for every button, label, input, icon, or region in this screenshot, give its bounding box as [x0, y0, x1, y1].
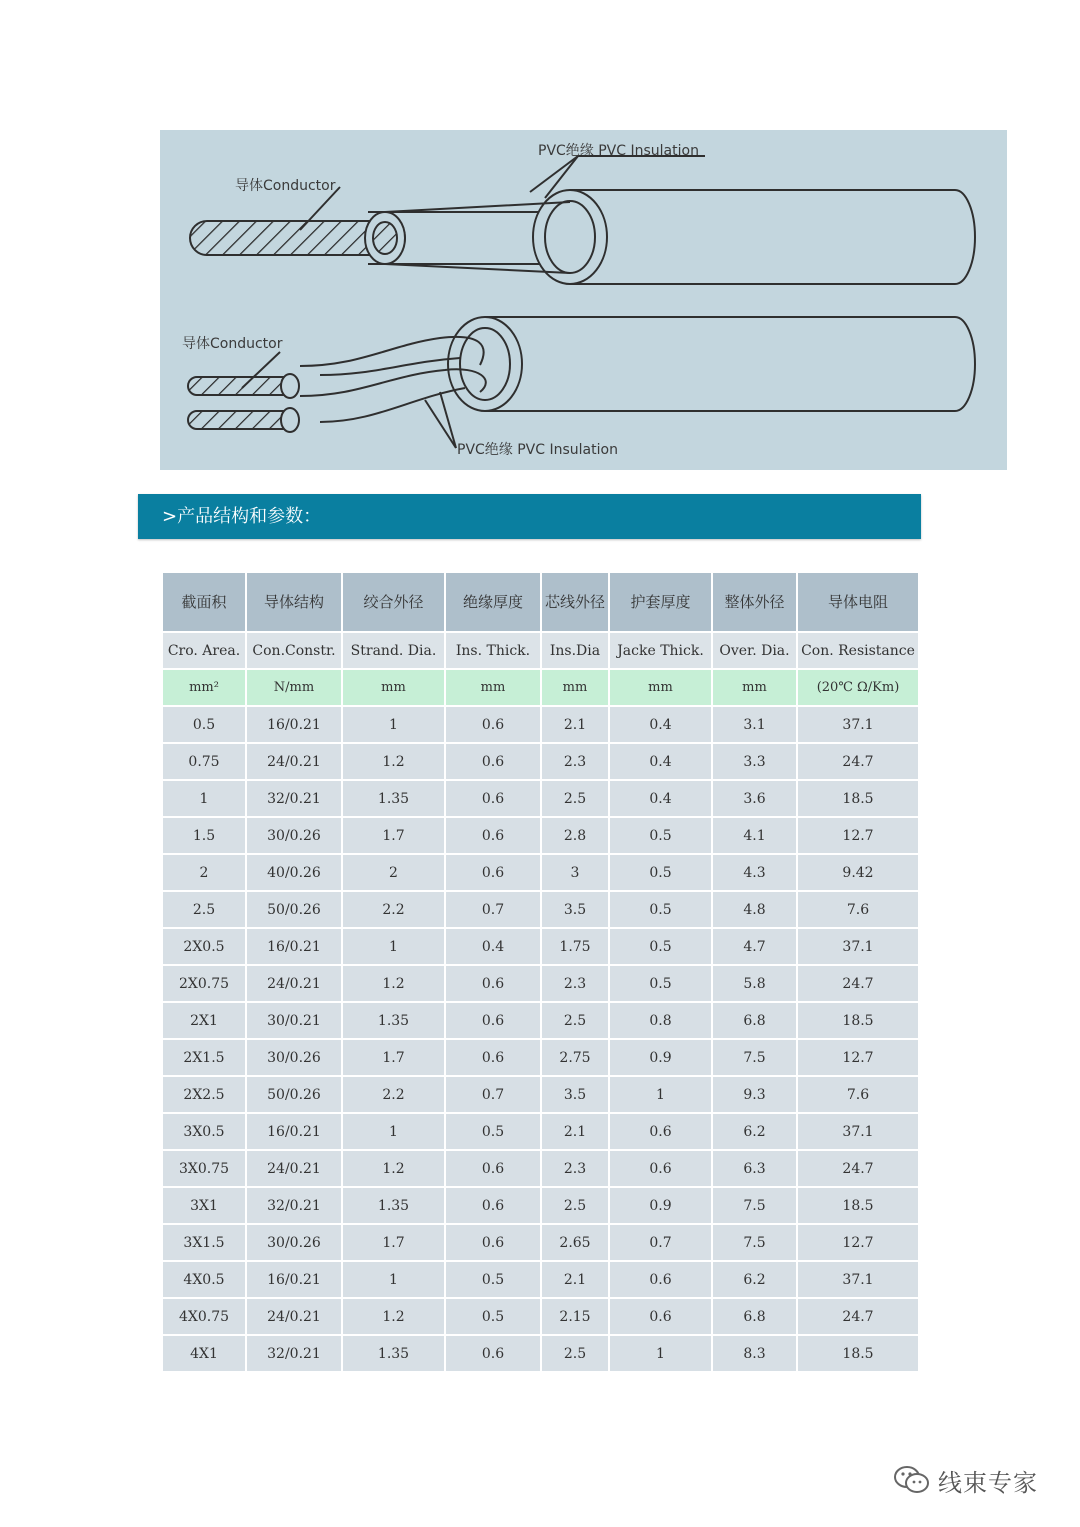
table-cell: 6.2 — [712, 1261, 797, 1298]
table-cell: 0.4 — [609, 743, 712, 780]
table-cell: 0.6 — [445, 1002, 541, 1039]
table-cell: 18.5 — [797, 1002, 919, 1039]
table-cell: 0.5 — [609, 891, 712, 928]
table-cell: 16/0.21 — [246, 1261, 342, 1298]
table-row — [162, 1261, 919, 1298]
table-row — [162, 1076, 919, 1113]
table-cell: 32/0.21 — [246, 1187, 342, 1224]
table-row — [162, 928, 919, 965]
table-cell: 2X0.75 — [162, 965, 246, 1002]
table-cell: 1 — [609, 1076, 712, 1113]
table-row — [162, 854, 919, 891]
table-cell: 1.75 — [541, 928, 609, 965]
table-cell: 1.2 — [342, 965, 445, 1002]
table-cell: 3.6 — [712, 780, 797, 817]
table-row — [162, 780, 919, 817]
table-cell: 4.1 — [712, 817, 797, 854]
table-body — [162, 706, 919, 1372]
table-cell: 2 — [342, 854, 445, 891]
unit-cell: mm — [445, 669, 541, 706]
table-cell: 2.3 — [541, 965, 609, 1002]
table-cell: 0.4 — [609, 706, 712, 743]
table-row — [162, 891, 919, 928]
table-cell: 2.8 — [541, 817, 609, 854]
table-cell: 4.3 — [712, 854, 797, 891]
table-cell: 1 — [342, 1113, 445, 1150]
table-cell: 6.8 — [712, 1002, 797, 1039]
table-cell: 40/0.26 — [246, 854, 342, 891]
table-cell: 2.5 — [541, 1002, 609, 1039]
table-cell: 2.65 — [541, 1224, 609, 1261]
conductor-label-top: 导体Conductor — [235, 178, 336, 194]
table-cell: 2.5 — [541, 780, 609, 817]
table-cell: 3.1 — [712, 706, 797, 743]
header-cell-en: Strand. Dia. — [342, 632, 445, 669]
header-cell-cn: 截面积 — [162, 572, 246, 632]
cable-structure-diagram — [160, 130, 1007, 470]
table-cell: 12.7 — [797, 817, 919, 854]
table-cell: 2.5 — [541, 1335, 609, 1372]
unit-cell: mm — [342, 669, 445, 706]
table-cell: 5.8 — [712, 965, 797, 1002]
table-cell: 0.6 — [445, 1224, 541, 1261]
table-cell: 1.7 — [342, 1039, 445, 1076]
unit-cell: mm² — [162, 669, 246, 706]
unit-cell: (20℃ Ω/Km) — [797, 669, 919, 706]
table-cell: 3.5 — [541, 1076, 609, 1113]
table-cell: 4X1 — [162, 1335, 246, 1372]
header-cell-en: Cro. Area. — [162, 632, 246, 669]
table-cell: 24/0.21 — [246, 965, 342, 1002]
table-cell: 24.7 — [797, 1298, 919, 1335]
header-row-units — [162, 669, 919, 706]
table-cell: 1.5 — [162, 817, 246, 854]
table-cell: 0.6 — [609, 1261, 712, 1298]
table-cell: 0.6 — [609, 1298, 712, 1335]
table-row — [162, 817, 919, 854]
table-cell: 2.2 — [342, 1076, 445, 1113]
table-cell: 12.7 — [797, 1039, 919, 1076]
table-cell: 2.1 — [541, 1261, 609, 1298]
header-cell-cn: 导体电阻 — [797, 572, 919, 632]
table-cell: 9.3 — [712, 1076, 797, 1113]
table-cell: 0.6 — [609, 1113, 712, 1150]
table-cell: 1.35 — [342, 780, 445, 817]
table-cell: 18.5 — [797, 1187, 919, 1224]
table-cell: 2.5 — [541, 1187, 609, 1224]
table-row — [162, 1335, 919, 1372]
table-cell: 0.6 — [445, 854, 541, 891]
table-cell: 32/0.21 — [246, 1335, 342, 1372]
table-cell: 0.6 — [445, 965, 541, 1002]
header-cell-en: Jacke Thick. — [609, 632, 712, 669]
header-cell-cn: 绝缘厚度 — [445, 572, 541, 632]
unit-cell: mm — [712, 669, 797, 706]
table-cell: 0.6 — [445, 1150, 541, 1187]
header-cell-cn: 护套厚度 — [609, 572, 712, 632]
table-cell: 3X0.75 — [162, 1150, 246, 1187]
conductor-label-bottom: 导体Conductor — [182, 336, 283, 352]
table-row — [162, 706, 919, 743]
table-cell: 0.6 — [609, 1150, 712, 1187]
unit-cell: N/mm — [246, 669, 342, 706]
table-cell: 2X0.5 — [162, 928, 246, 965]
table-cell: 2X1 — [162, 1002, 246, 1039]
table-row — [162, 1039, 919, 1076]
table-cell: 2.5 — [162, 891, 246, 928]
table-cell: 1.7 — [342, 817, 445, 854]
table-cell: 24.7 — [797, 1150, 919, 1187]
header-cell-en: Con. Resistance — [797, 632, 919, 669]
table-row — [162, 1002, 919, 1039]
table-row — [162, 1113, 919, 1150]
table-cell: 0.5 — [162, 706, 246, 743]
table-cell: 1.35 — [342, 1002, 445, 1039]
table-cell: 1 — [342, 928, 445, 965]
table-cell: 7.5 — [712, 1039, 797, 1076]
table-cell: 37.1 — [797, 1113, 919, 1150]
table-row — [162, 1298, 919, 1335]
table-cell: 0.6 — [445, 817, 541, 854]
table-cell: 1 — [342, 1261, 445, 1298]
table-cell: 3.5 — [541, 891, 609, 928]
section-title: >产品结构和参数： — [162, 506, 322, 527]
table-cell: 2.1 — [541, 706, 609, 743]
table-cell: 3X1.5 — [162, 1224, 246, 1261]
table-cell: 6.2 — [712, 1113, 797, 1150]
table-cell: 0.6 — [445, 1039, 541, 1076]
table-cell: 0.7 — [609, 1224, 712, 1261]
table-cell: 50/0.26 — [246, 891, 342, 928]
table-row — [162, 743, 919, 780]
unit-cell: mm — [609, 669, 712, 706]
table-cell: 0.6 — [445, 1335, 541, 1372]
header-cell-en: Ins. Thick. — [445, 632, 541, 669]
watermark — [892, 1460, 1062, 1500]
table-cell: 0.9 — [609, 1039, 712, 1076]
table-cell: 1.2 — [342, 1150, 445, 1187]
table-cell: 18.5 — [797, 780, 919, 817]
table-cell: 3 — [541, 854, 609, 891]
table-cell: 1.2 — [342, 743, 445, 780]
wechat-icon — [892, 1464, 932, 1496]
table-cell: 50/0.26 — [246, 1076, 342, 1113]
table-cell: 4X0.5 — [162, 1261, 246, 1298]
table-cell: 2.3 — [541, 1150, 609, 1187]
table-cell: 30/0.21 — [246, 1002, 342, 1039]
unit-cell: mm — [541, 669, 609, 706]
table-cell: 0.5 — [609, 854, 712, 891]
table-cell: 24.7 — [797, 743, 919, 780]
table-cell: 0.5 — [445, 1298, 541, 1335]
table-cell: 9.42 — [797, 854, 919, 891]
table-cell: 0.4 — [445, 928, 541, 965]
header-cell-en: Con.Constr. — [246, 632, 342, 669]
table-cell: 6.8 — [712, 1298, 797, 1335]
table-cell: 1.35 — [342, 1335, 445, 1372]
table-cell: 4.7 — [712, 928, 797, 965]
table-cell: 12.7 — [797, 1224, 919, 1261]
table-cell: 0.6 — [445, 780, 541, 817]
table-cell: 0.5 — [609, 817, 712, 854]
table-cell: 30/0.26 — [246, 817, 342, 854]
table-cell: 16/0.21 — [246, 1113, 342, 1150]
table-cell: 7.5 — [712, 1187, 797, 1224]
table-cell: 16/0.21 — [246, 928, 342, 965]
table-cell: 0.4 — [609, 780, 712, 817]
table-cell: 4X0.75 — [162, 1298, 246, 1335]
table-cell: 24/0.21 — [246, 1298, 342, 1335]
table-row — [162, 965, 919, 1002]
table-cell: 1.2 — [342, 1298, 445, 1335]
table-cell: 7.6 — [797, 891, 919, 928]
table-cell: 3X1 — [162, 1187, 246, 1224]
insulation-label-top: PVC绝缘 PVC Insulation — [538, 143, 699, 159]
table-cell: 0.6 — [445, 706, 541, 743]
header-cell-cn: 整体外径 — [712, 572, 797, 632]
table-row — [162, 1150, 919, 1187]
table-cell: 2.2 — [342, 891, 445, 928]
table-cell: 0.75 — [162, 743, 246, 780]
table-cell: 4.8 — [712, 891, 797, 928]
table-cell: 0.5 — [609, 965, 712, 1002]
table-cell: 0.5 — [445, 1113, 541, 1150]
table-cell: 37.1 — [797, 706, 919, 743]
spec-table — [161, 571, 920, 1373]
table-cell: 2.3 — [541, 743, 609, 780]
section-header — [138, 494, 921, 539]
header-cell-cn: 绞合外径 — [342, 572, 445, 632]
table-cell: 24.7 — [797, 965, 919, 1002]
insulation-label-bottom: PVC绝缘 PVC Insulation — [457, 442, 618, 458]
watermark-text: 线束专家 — [938, 1468, 1038, 1497]
table-cell: 30/0.26 — [246, 1039, 342, 1076]
header-cell-en: Over. Dia. — [712, 632, 797, 669]
table-cell: 16/0.21 — [246, 706, 342, 743]
table-cell: 30/0.26 — [246, 1224, 342, 1261]
table-cell: 1 — [342, 706, 445, 743]
table-cell: 1.35 — [342, 1187, 445, 1224]
table-cell: 7.6 — [797, 1076, 919, 1113]
table-cell: 37.1 — [797, 928, 919, 965]
table-cell: 0.5 — [445, 1261, 541, 1298]
table-cell: 0.7 — [445, 891, 541, 928]
table-cell: 7.5 — [712, 1224, 797, 1261]
table-cell: 37.1 — [797, 1261, 919, 1298]
table-cell: 2.75 — [541, 1039, 609, 1076]
table-cell: 0.6 — [445, 743, 541, 780]
table-cell: 18.5 — [797, 1335, 919, 1372]
table-cell: 3X0.5 — [162, 1113, 246, 1150]
table-cell: 0.8 — [609, 1002, 712, 1039]
table-cell: 8.3 — [712, 1335, 797, 1372]
table-cell: 2.15 — [541, 1298, 609, 1335]
table-cell: 0.9 — [609, 1187, 712, 1224]
header-row-english — [162, 632, 919, 669]
table-cell: 3.3 — [712, 743, 797, 780]
table-cell: 32/0.21 — [246, 780, 342, 817]
header-cell-cn: 导体结构 — [246, 572, 342, 632]
table-cell: 2.1 — [541, 1113, 609, 1150]
header-cell-en: Ins.Dia — [541, 632, 609, 669]
table-cell: 2X1.5 — [162, 1039, 246, 1076]
table-cell: 1 — [609, 1335, 712, 1372]
table-cell: 2 — [162, 854, 246, 891]
table-cell: 24/0.21 — [246, 743, 342, 780]
header-cell-cn: 芯线外径 — [541, 572, 609, 632]
table-cell: 1 — [162, 780, 246, 817]
table-row — [162, 1187, 919, 1224]
table-cell: 2X2.5 — [162, 1076, 246, 1113]
table-cell: 24/0.21 — [246, 1150, 342, 1187]
table-cell: 0.5 — [609, 928, 712, 965]
table-cell: 6.3 — [712, 1150, 797, 1187]
table-cell: 0.6 — [445, 1187, 541, 1224]
header-row-chinese — [162, 572, 919, 632]
table-cell: 0.7 — [445, 1076, 541, 1113]
table-row — [162, 1224, 919, 1261]
table-cell: 1.7 — [342, 1224, 445, 1261]
